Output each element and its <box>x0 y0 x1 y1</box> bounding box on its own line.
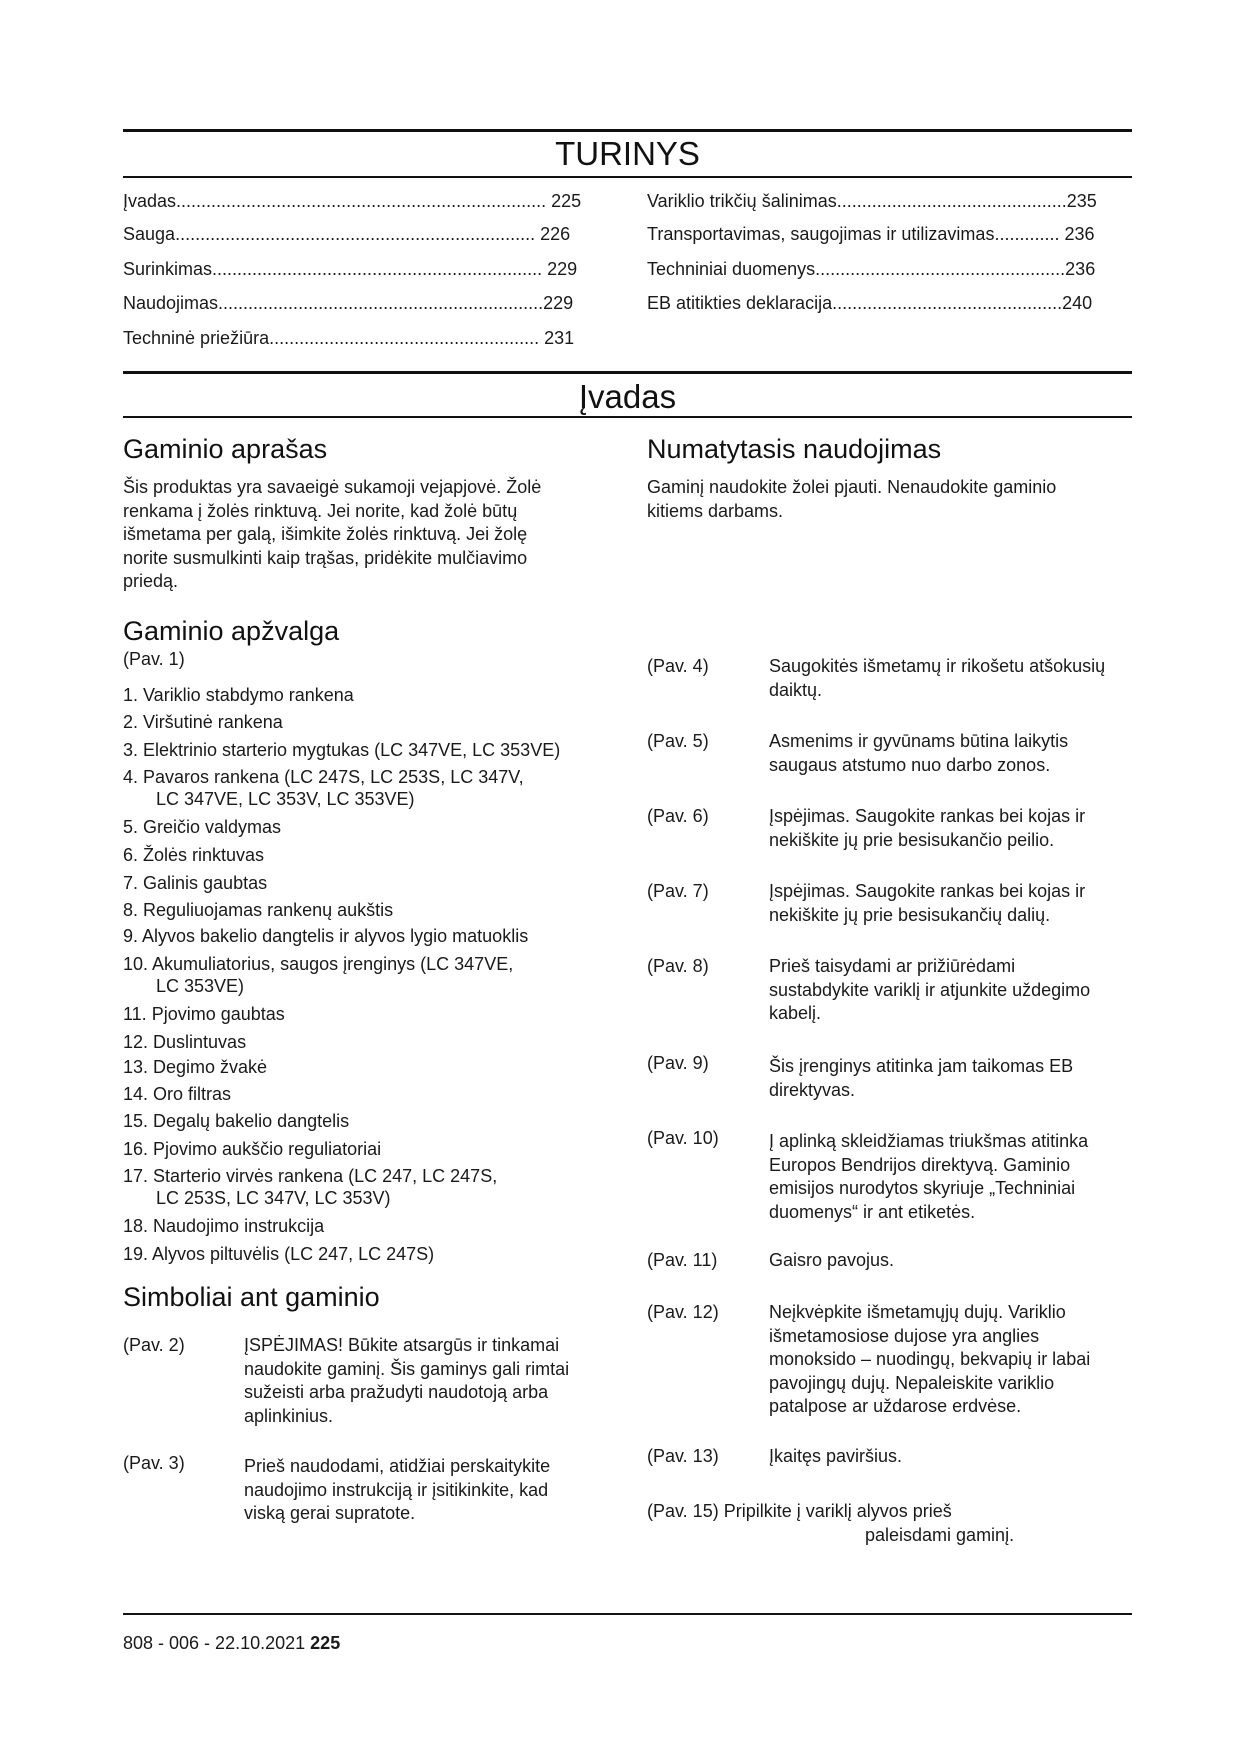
description-heading: Gaminio aprašas <box>123 434 328 464</box>
toc-entry-naudojimas[interactable]: Naudojimas.................................................................229 <box>123 293 574 313</box>
symbol-ref-2: (Pav. 2) <box>123 1335 185 1355</box>
overview-heading: Gaminio apžvalga <box>123 616 340 646</box>
symbol-ref-9: (Pav. 9) <box>647 1053 709 1073</box>
toc-entry-trikciu-salinimas[interactable]: Variklio trikčių šalinimas..............................................235 <box>647 191 1097 211</box>
list-item: 12. Duslintuvas <box>123 1032 247 1052</box>
symbol-ref-5: (Pav. 5) <box>647 731 709 751</box>
toc-entry-technine-prieziura[interactable]: Techninė priežiūra...................................................... 231 <box>123 328 575 348</box>
symbol-desc-2: ĮSPĖJIMAS! Būkite atsargūs ir tinkamai naudokite gaminį. Šis gaminys gali rimtai sužeisti arba pražudyti naudotoją arba aplinkinius. <box>244 1335 570 1426</box>
list-item: 9. Alyvos bakelio dangtelis ir alyvos lygio matuoklis <box>123 926 529 946</box>
symbol-ref-11: (Pav. 11) <box>647 1250 718 1270</box>
list-item: 3. Elektrinio starterio mygtukas (LC 347VE, LC 353VE) <box>123 740 561 760</box>
toc-entry-surinkimas[interactable]: Surinkimas.................................................................. 229 <box>123 259 578 279</box>
symbol-ref-6: (Pav. 6) <box>647 806 709 826</box>
footer-rule <box>123 1613 1132 1615</box>
symbol-desc-8: Prieš taisydami ar prižiūrėdami sustabdykite variklį ir atjunkite uždegimo kabelį. <box>769 956 1091 1023</box>
list-item: 2. Viršutinė rankena <box>123 712 283 732</box>
toc-top-rule <box>123 129 1132 132</box>
list-item: 5. Greičio valdymas <box>123 817 282 837</box>
toc-entry-transportavimas[interactable]: Transportavimas, saugojimas ir utilizavimas............. 236 <box>647 224 1095 244</box>
symbol-ref-3: (Pav. 3) <box>123 1453 185 1473</box>
list-item: 19. Alyvos piltuvėlis (LC 247, LC 247S) <box>123 1244 435 1264</box>
toc-entry-ivadas[interactable]: Įvadas.......................................................................... 225 <box>123 191 582 211</box>
symbol-desc-12: Neįkvėpkite išmetamųjų dujų. Variklio išmetamosiose dujose yra anglies monoksido – nuodingų, bekvapių ir labai pavojingų dujų. Nepaleiskite variklio patalpose ar uždarose erdvėse. <box>769 1302 1091 1416</box>
intro-bottom-rule <box>123 416 1132 418</box>
toc-entry-techniniai-duomenys[interactable]: Techniniai duomenys..................................................236 <box>647 259 1096 279</box>
toc-bottom-rule <box>123 176 1132 178</box>
symbol-ref-10: (Pav. 10) <box>647 1128 719 1148</box>
symbol-desc-10: Į aplinką skleidžiamas triukšmas atitinka Europos Bendrijos direktyvą. Gaminio emisijos nurodytos skyriuje „Techniniai duomenys“ ir ant etiketės. <box>769 1131 1089 1222</box>
symbol-desc-9: Šis įrenginys atitinka jam taikomas EB direktyvas. <box>769 1056 1074 1100</box>
list-item: 15. Degalų bakelio dangtelis <box>123 1111 350 1131</box>
list-item: 8. Reguliuojamas rankenų aukštis <box>123 900 394 920</box>
symbol-desc-7: Įspėjimas. Saugokite rankas bei kojas ir nekiškite jų prie besisukančių dalių. <box>769 881 1086 925</box>
list-item: 13. Degimo žvakė <box>123 1057 268 1077</box>
list-item: 14. Oro filtras <box>123 1084 232 1104</box>
symbol-ref-12: (Pav. 12) <box>647 1302 719 1322</box>
symbol-desc-6: Įspėjimas. Saugokite rankas bei kojas ir nekiškite jų prie besisukančio peilio. <box>769 806 1086 850</box>
toc-entry-eb-deklaracija[interactable]: EB atitikties deklaracija..............................................240 <box>647 293 1093 313</box>
intended-use-heading: Numatytasis naudojimas <box>647 434 942 464</box>
list-item: 7. Galinis gaubtas <box>123 873 268 893</box>
intro-top-rule <box>123 371 1132 374</box>
document-code: 808 - 006 - 22.10.2021 <box>123 1633 306 1653</box>
list-item: 11. Pjovimo gaubtas <box>123 1004 285 1024</box>
symbol-desc-5: Asmenims ir gyvūnams būtina laikytis saugaus atstumo nuo darbo zonos. <box>769 731 1069 775</box>
symbol-ref-7: (Pav. 7) <box>647 881 709 901</box>
intro-title: Įvadas <box>578 378 677 415</box>
toc-entry-sauga[interactable]: Sauga........................................................................ 226 <box>123 224 571 244</box>
symbol-desc-11: Gaisro pavojus. <box>769 1250 895 1270</box>
intended-use-paragraph: Gaminį naudokite žolei pjauti. Nenaudokite gaminio kitiems darbams. <box>647 477 1057 521</box>
list-item: 1. Variklio stabdymo rankena <box>123 685 354 705</box>
symbol-ref-8: (Pav. 8) <box>647 956 709 976</box>
symbols-heading: Simboliai ant gaminio <box>123 1282 380 1312</box>
page-number: 225 <box>310 1633 341 1653</box>
symbol-desc-13: Įkaitęs paviršius. <box>769 1446 903 1466</box>
symbol-desc-15: (Pav. 15) Pripilkite į variklį alyvos prieš paleisdami gaminį. <box>647 1501 1015 1545</box>
list-item: 6. Žolės rinktuvas <box>123 845 265 865</box>
list-item: 18. Naudojimo instrukcija <box>123 1216 325 1236</box>
description-paragraph: Šis produktas yra savaeigė sukamoji vejapjovė. Žolė renkama į žolės rinktuvą. Jei norite, kad žolė būtų išmetama per galą, išimkite žolės rinktuvą. Jei žolę norite susmulkinti kaip trąšas, pridėkite mulčiavimo priedą. <box>123 477 542 591</box>
list-item: 4. Pavaros rankena (LC 247S, LC 253S, LC 347V, LC 347VE, LC 353V, LC 353VE) <box>123 767 524 809</box>
list-item: 17. Starterio virvės rankena (LC 247, LC 247S, LC 253S, LC 347V, LC 353V) <box>123 1166 498 1208</box>
list-item: 10. Akumuliatorius, saugos įrenginys (LC 347VE, LC 353VE) <box>123 954 514 996</box>
symbol-desc-3: Prieš naudodami, atidžiai perskaitykite naudojimo instrukciją ir įsitikinkite, kad viską gerai supratote. <box>244 1456 551 1523</box>
symbol-ref-4: (Pav. 4) <box>647 656 709 676</box>
toc-title: TURINYS <box>555 135 700 172</box>
list-item: 16. Pjovimo aukščio reguliatoriai <box>123 1139 382 1159</box>
overview-figure-ref: (Pav. 1) <box>123 649 185 669</box>
symbol-desc-4: Saugokitės išmetamų ir rikošetu atšokusių daiktų. <box>769 656 1106 700</box>
symbol-ref-13: (Pav. 13) <box>647 1446 719 1466</box>
page-footer <box>123 1632 340 1654</box>
